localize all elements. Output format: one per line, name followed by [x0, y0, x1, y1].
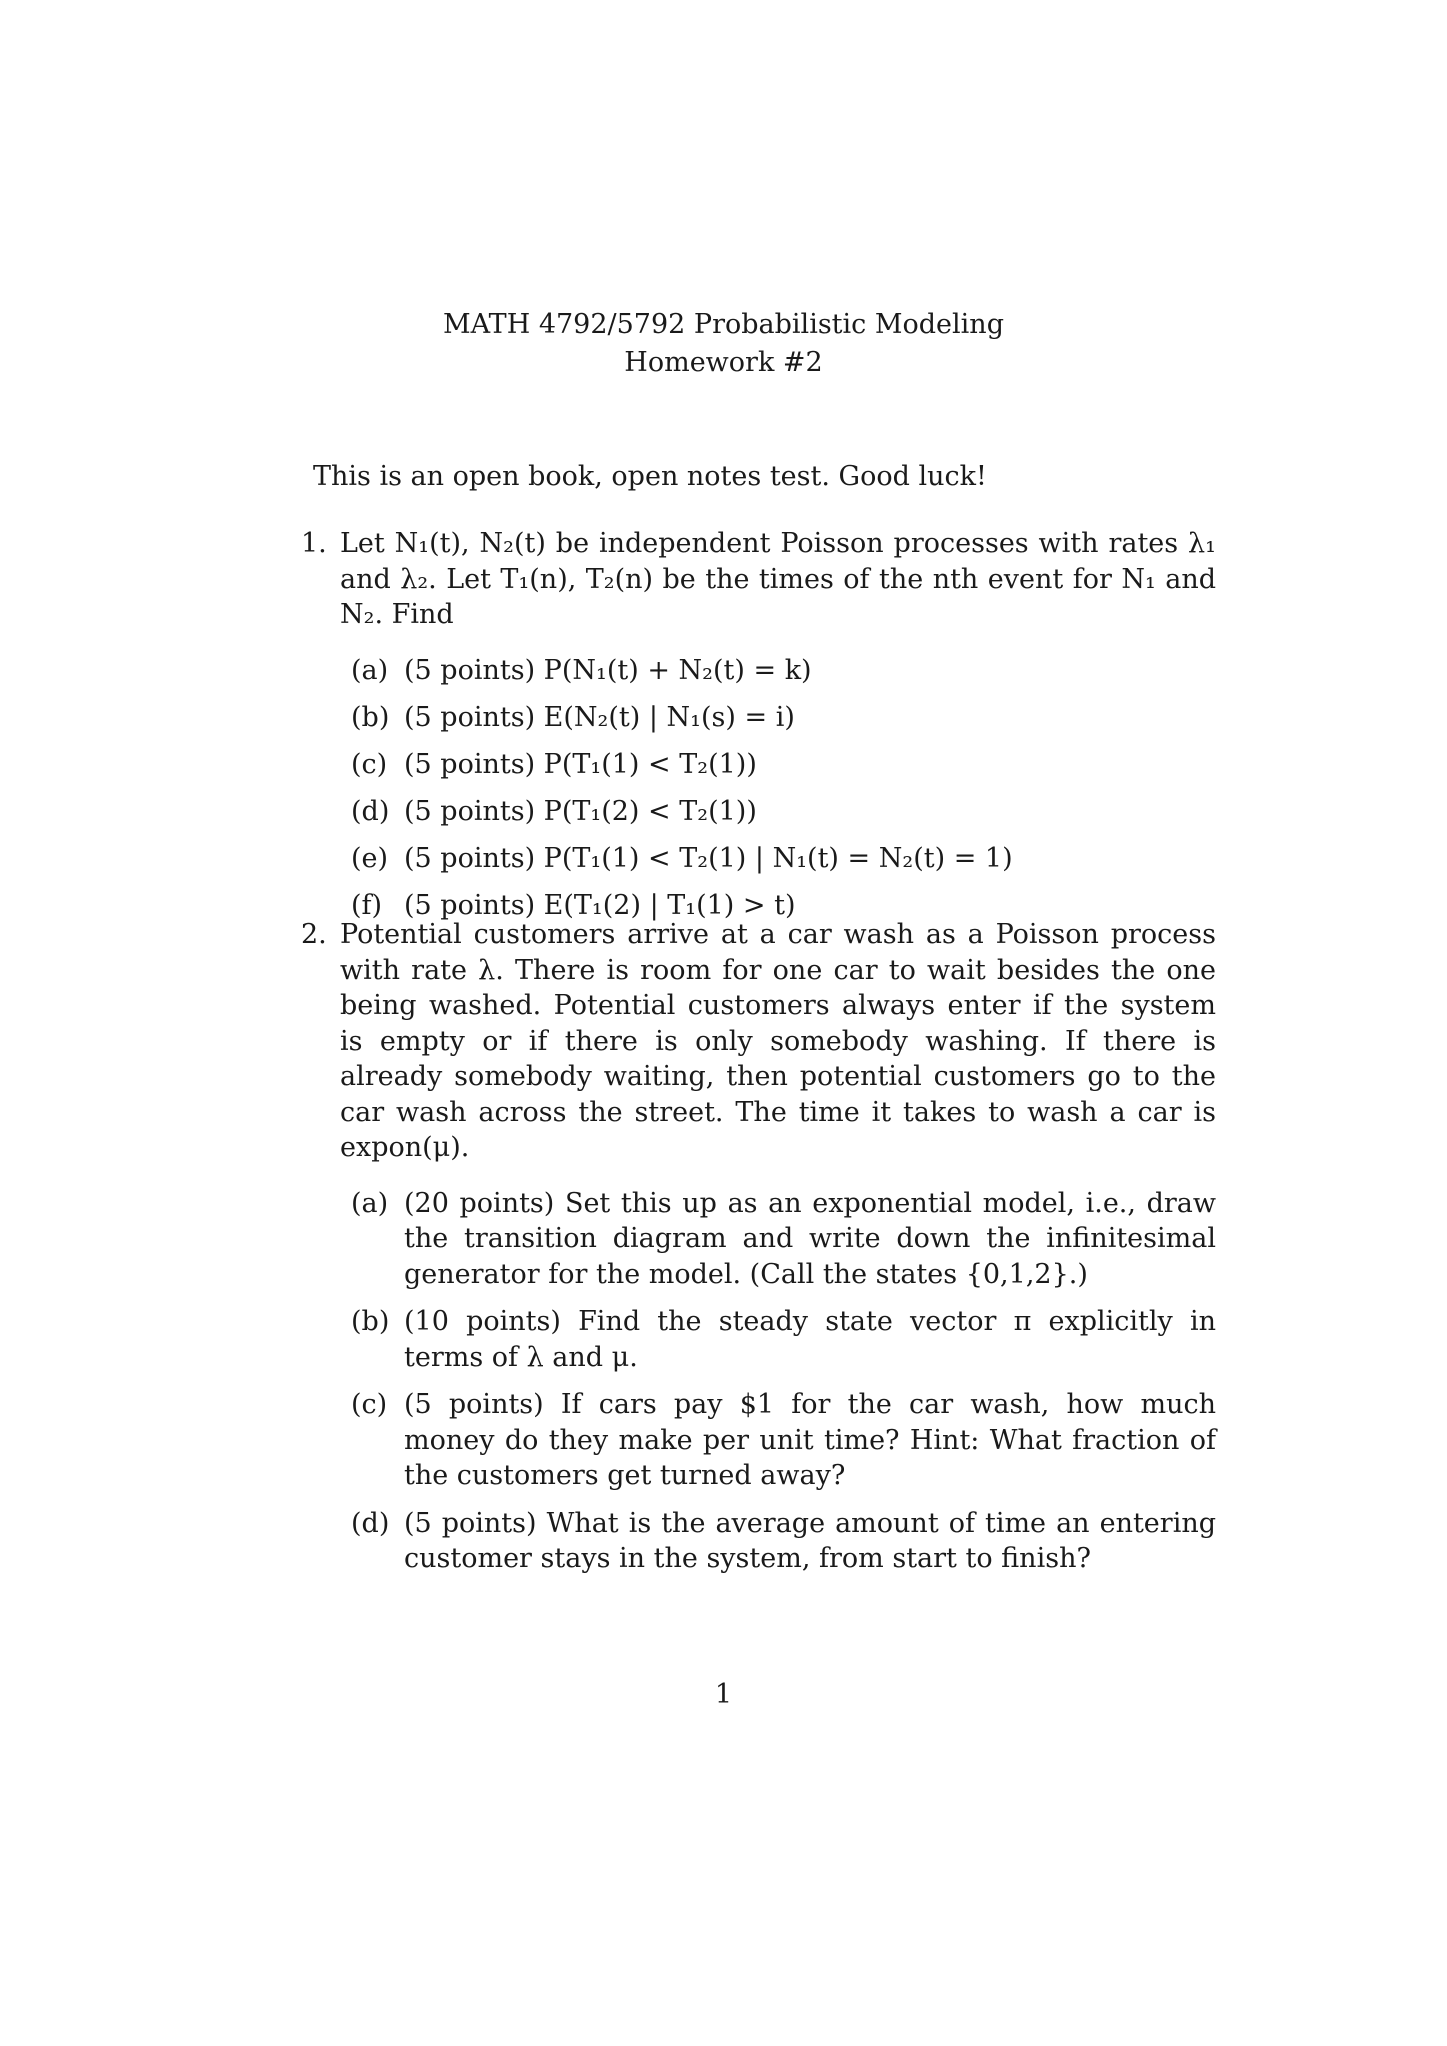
part-text: (5 points) P(T₁(1) < T₂(1) | N₁(t) = N₂(t) = 1): [404, 842, 1013, 874]
part-text: (20 points) Set this up as an exponential model, i.e., draw the transition diagram and write down the infinitesimal generator for the model. (Call the states {0,1,2}.): [404, 1187, 1216, 1290]
problem-number: 2.: [301, 919, 327, 950]
assignment-title: Homework #2: [624, 347, 823, 378]
problem-part: [351, 841, 1216, 877]
problem-part: [351, 700, 1216, 736]
problem-parts: [351, 653, 1216, 924]
page-number: 1: [714, 1679, 733, 1710]
problem-statement: Let N₁(t), N₂(t) be independent Poisson processes with rates λ₁ and λ₂. Let T₁(n), T₂(n) be the times of the nth event for N₁ and N₂. Find: [340, 528, 1216, 630]
part-label: (d): [351, 1507, 390, 1539]
problem-part: [351, 1304, 1216, 1375]
problem-part: [351, 794, 1216, 830]
part-text: (10 points) Find the steady state vector π explicitly in terms of λ and μ.: [404, 1306, 1216, 1373]
part-text: (5 points) P(T₁(1) < T₂(1)): [404, 748, 757, 780]
part-label: (a): [351, 1187, 389, 1219]
page-header: [0, 306, 1447, 382]
part-label: (f): [351, 889, 383, 921]
part-label: (b): [351, 701, 390, 733]
part-text: (5 points) What is the average amount of time an entering customer stays in the system, from start to finish?: [404, 1507, 1216, 1574]
problem-1: [301, 526, 1216, 935]
part-text: (5 points) E(N₂(t) | N₁(s) = i): [404, 701, 795, 733]
part-text: (5 points) E(T₁(2) | T₁(1) > t): [404, 889, 796, 921]
part-label: (c): [351, 748, 388, 780]
problem-number: 1.: [301, 528, 327, 559]
part-label: (e): [351, 842, 389, 874]
problem-2: [301, 917, 1216, 1589]
part-label: (b): [351, 1306, 390, 1337]
intro-text: This is an open book, open notes test. Good luck!: [313, 461, 987, 492]
part-text: (5 points) If cars pay $1 for the car wash, how much money do they make per unit time? Hint: What fraction of the customers get turned away?: [404, 1389, 1216, 1491]
part-text: (5 points) P(T₁(2) < T₂(1)): [404, 795, 757, 827]
part-label: (a): [351, 654, 389, 686]
problem-part: [351, 747, 1216, 783]
problem-parts: [351, 1186, 1216, 1577]
problem-part: [351, 1387, 1216, 1494]
problem-part: [351, 1186, 1216, 1293]
problem-part: [351, 1506, 1216, 1577]
part-label: (d): [351, 795, 390, 827]
course-title: MATH 4792/5792 Probabilistic Modeling: [443, 309, 1004, 340]
part-label: (c): [351, 1389, 388, 1420]
problem-part: [351, 653, 1216, 689]
part-text: (5 points) P(N₁(t) + N₂(t) = k): [404, 654, 812, 686]
problem-statement: Potential customers arrive at a car wash as a Poisson process with rate λ. There is room for one car to wait besides the one being washed. Potential customers always enter if the system is empty or if there is only somebody washing. If there is already somebody waiting, then potential customers go to the car wash across the street. The time it takes to wash a car is expon(μ).: [340, 919, 1216, 1163]
